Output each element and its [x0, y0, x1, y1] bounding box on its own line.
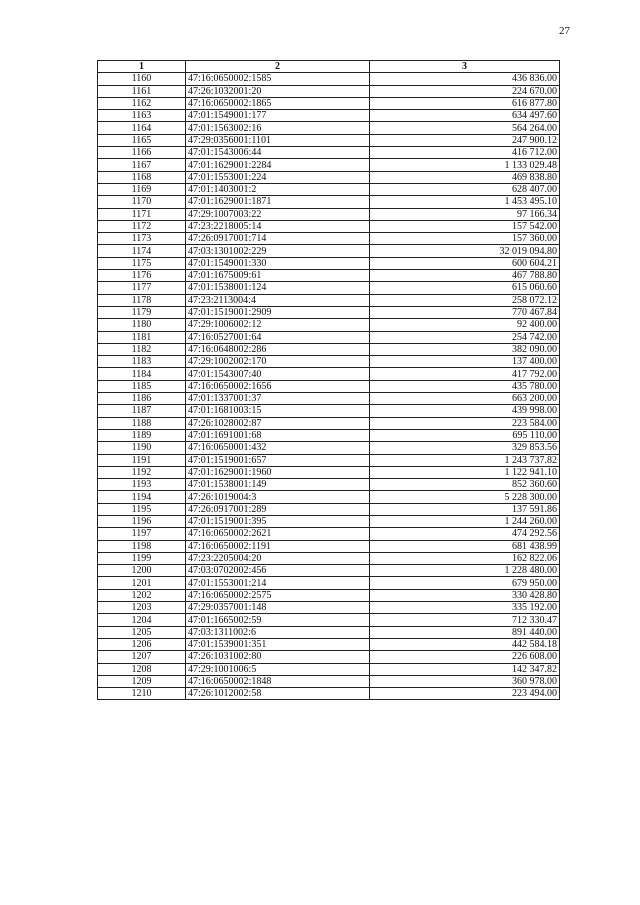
cadastral-number-cell: 47:01:1538001:149 — [186, 479, 370, 491]
row-number-cell: 1210 — [98, 688, 186, 700]
cadastral-number-cell: 47:16:0650002:1865 — [186, 97, 370, 109]
cadastral-number-cell: 47:01:1665002:59 — [186, 614, 370, 626]
table-row — [98, 97, 560, 109]
cadastral-value-cell: 1 122 941.10 — [370, 466, 560, 478]
row-number-cell: 1183 — [98, 356, 186, 368]
row-number-cell: 1174 — [98, 245, 186, 257]
column-header-3: 3 — [370, 61, 560, 73]
cadastral-value-cell: 223 584.00 — [370, 417, 560, 429]
table-row — [98, 183, 560, 195]
cadastral-value-cell: 469 838.80 — [370, 171, 560, 183]
cadastral-number-cell: 47:01:1549001:177 — [186, 110, 370, 122]
cadastral-value-cell: 679 950.00 — [370, 577, 560, 589]
row-number-cell: 1162 — [98, 97, 186, 109]
table-row — [98, 491, 560, 503]
table-row — [98, 282, 560, 294]
row-number-cell: 1201 — [98, 577, 186, 589]
cadastral-number-cell: 47:29:1007003:22 — [186, 208, 370, 220]
table-row — [98, 343, 560, 355]
cadastral-number-cell: 47:26:0917001:289 — [186, 503, 370, 515]
cadastral-number-cell: 47:03:1301002:229 — [186, 245, 370, 257]
cadastral-value-cell: 1 244 260.00 — [370, 515, 560, 527]
table-row — [98, 614, 560, 626]
cadastral-value-cell: 92 400.00 — [370, 319, 560, 331]
cadastral-number-cell: 47:01:1553001:214 — [186, 577, 370, 589]
cadastral-number-cell: 47:16:0648002:286 — [186, 343, 370, 355]
cadastral-number-cell: 47:23:2205004:20 — [186, 552, 370, 564]
table-row — [98, 270, 560, 282]
table-row — [98, 589, 560, 601]
cadastral-number-cell: 47:01:1543006:44 — [186, 147, 370, 159]
row-number-cell: 1195 — [98, 503, 186, 515]
cadastral-value-cell: 137 400.00 — [370, 356, 560, 368]
cadastral-value-cell: 712 330.47 — [370, 614, 560, 626]
cadastral-number-cell: 47:29:1006002:12 — [186, 319, 370, 331]
cadastral-value-cell: 330 428.80 — [370, 589, 560, 601]
cadastral-value-cell: 891 440.00 — [370, 626, 560, 638]
cadastral-number-cell: 47:26:1012002:58 — [186, 688, 370, 700]
table-row — [98, 73, 560, 85]
cadastral-value-cell: 1 228 480.00 — [370, 565, 560, 577]
row-number-cell: 1200 — [98, 565, 186, 577]
row-number-cell: 1164 — [98, 122, 186, 134]
row-number-cell: 1167 — [98, 159, 186, 171]
row-number-cell: 1185 — [98, 380, 186, 392]
row-number-cell: 1179 — [98, 306, 186, 318]
table-row — [98, 331, 560, 343]
row-number-cell: 1196 — [98, 515, 186, 527]
cadastral-number-cell: 47:16:0650002:2575 — [186, 589, 370, 601]
row-number-cell: 1204 — [98, 614, 186, 626]
table-row — [98, 159, 560, 171]
row-number-cell: 1166 — [98, 147, 186, 159]
row-number-cell: 1199 — [98, 552, 186, 564]
row-number-cell: 1187 — [98, 405, 186, 417]
cadastral-value-cell: 329 853.56 — [370, 442, 560, 454]
table-row — [98, 368, 560, 380]
table-row — [98, 147, 560, 159]
row-number-cell: 1192 — [98, 466, 186, 478]
table-row — [98, 405, 560, 417]
row-number-cell: 1193 — [98, 479, 186, 491]
cadastral-number-cell: 47:26:1019004:3 — [186, 491, 370, 503]
cadastral-value-cell: 157 542.00 — [370, 220, 560, 232]
cadastral-number-cell: 47:01:1629001:1960 — [186, 466, 370, 478]
table-row — [98, 220, 560, 232]
cadastral-number-cell: 47:29:1001006:5 — [186, 663, 370, 675]
table-row — [98, 479, 560, 491]
row-number-cell: 1190 — [98, 442, 186, 454]
table-row — [98, 294, 560, 306]
cadastral-number-cell: 47:01:1337001:37 — [186, 393, 370, 405]
cadastral-number-cell: 47:01:1675009:61 — [186, 270, 370, 282]
column-header-2: 2 — [186, 61, 370, 73]
cadastral-number-cell: 47:23:2218005:14 — [186, 220, 370, 232]
cadastral-number-cell: 47:01:1519001:2909 — [186, 306, 370, 318]
cadastral-number-cell: 47:01:1549001:330 — [186, 257, 370, 269]
table-row — [98, 626, 560, 638]
cadastral-number-cell: 47:16:0650002:1585 — [186, 73, 370, 85]
table-row — [98, 540, 560, 552]
table-row — [98, 122, 560, 134]
cadastral-number-cell: 47:16:0650002:1848 — [186, 675, 370, 687]
cadastral-number-cell: 47:16:0650001:432 — [186, 442, 370, 454]
row-number-cell: 1202 — [98, 589, 186, 601]
cadastral-number-cell: 47:26:1028002:87 — [186, 417, 370, 429]
cadastral-number-cell: 47:01:1629001:2284 — [186, 159, 370, 171]
cadastral-value-cell: 254 742.00 — [370, 331, 560, 343]
cadastral-value-table — [97, 60, 560, 700]
cadastral-number-cell: 47:01:1543007:40 — [186, 368, 370, 380]
cadastral-value-cell: 360 978.00 — [370, 675, 560, 687]
cadastral-value-cell: 382 090.00 — [370, 343, 560, 355]
cadastral-value-cell: 442 584.18 — [370, 638, 560, 650]
row-number-cell: 1189 — [98, 429, 186, 441]
table-row — [98, 257, 560, 269]
row-number-cell: 1182 — [98, 343, 186, 355]
row-number-cell: 1177 — [98, 282, 186, 294]
table-row — [98, 356, 560, 368]
cadastral-value-cell: 435 780.00 — [370, 380, 560, 392]
cadastral-value-cell: 564 264.00 — [370, 122, 560, 134]
table-row — [98, 393, 560, 405]
page-number: 27 — [559, 25, 570, 37]
row-number-cell: 1209 — [98, 675, 186, 687]
cadastral-value-cell: 615 060.60 — [370, 282, 560, 294]
cadastral-number-cell: 47:26:1031002:80 — [186, 651, 370, 663]
cadastral-value-cell: 157 360.00 — [370, 233, 560, 245]
cadastral-value-cell: 224 670.00 — [370, 85, 560, 97]
cadastral-value-cell: 416 712.00 — [370, 147, 560, 159]
table-row — [98, 110, 560, 122]
table-row — [98, 134, 560, 146]
row-number-cell: 1178 — [98, 294, 186, 306]
table-row — [98, 552, 560, 564]
table-row — [98, 442, 560, 454]
cadastral-value-cell: 628 407.00 — [370, 183, 560, 195]
cadastral-value-cell: 695 110.00 — [370, 429, 560, 441]
row-number-cell: 1180 — [98, 319, 186, 331]
row-number-cell: 1173 — [98, 233, 186, 245]
cadastral-value-cell: 1 453 495.10 — [370, 196, 560, 208]
cadastral-value-cell: 417 792.00 — [370, 368, 560, 380]
row-number-cell: 1165 — [98, 134, 186, 146]
cadastral-number-cell: 47:01:1553001:224 — [186, 171, 370, 183]
cadastral-number-cell: 47:01:1403001:2 — [186, 183, 370, 195]
table-row — [98, 208, 560, 220]
cadastral-value-cell: 474 292.56 — [370, 528, 560, 540]
table-row — [98, 602, 560, 614]
cadastral-value-cell: 335 192.00 — [370, 602, 560, 614]
table-row — [98, 85, 560, 97]
cadastral-number-cell: 47:01:1519001:657 — [186, 454, 370, 466]
table-row — [98, 515, 560, 527]
table-row — [98, 196, 560, 208]
table-row — [98, 245, 560, 257]
row-number-cell: 1194 — [98, 491, 186, 503]
row-number-cell: 1171 — [98, 208, 186, 220]
table-row — [98, 306, 560, 318]
cadastral-value-cell: 770 467.84 — [370, 306, 560, 318]
cadastral-value-cell: 436 836.00 — [370, 73, 560, 85]
row-number-cell: 1175 — [98, 257, 186, 269]
cadastral-value-cell: 97 166.34 — [370, 208, 560, 220]
cadastral-number-cell: 47:01:1538001:124 — [186, 282, 370, 294]
table-row — [98, 565, 560, 577]
cadastral-number-cell: 47:29:1002002:170 — [186, 356, 370, 368]
table-body — [98, 73, 560, 700]
cadastral-number-cell: 47:03:1311002:6 — [186, 626, 370, 638]
cadastral-number-cell: 47:16:0527001:64 — [186, 331, 370, 343]
table-row — [98, 638, 560, 650]
cadastral-value-cell: 142 347.82 — [370, 663, 560, 675]
cadastral-number-cell: 47:29:0356001:1101 — [186, 134, 370, 146]
row-number-cell: 1191 — [98, 454, 186, 466]
cadastral-value-cell: 32 019 094.80 — [370, 245, 560, 257]
cadastral-value-cell: 247 900.12 — [370, 134, 560, 146]
row-number-cell: 1161 — [98, 85, 186, 97]
table-row — [98, 688, 560, 700]
cadastral-number-cell: 47:26:1032001:20 — [186, 85, 370, 97]
row-number-cell: 1208 — [98, 663, 186, 675]
row-number-cell: 1169 — [98, 183, 186, 195]
row-number-cell: 1172 — [98, 220, 186, 232]
cadastral-number-cell: 47:01:1519001:395 — [186, 515, 370, 527]
cadastral-value-cell: 223 494.00 — [370, 688, 560, 700]
table-row — [98, 319, 560, 331]
cadastral-value-cell: 852 360.60 — [370, 479, 560, 491]
row-number-cell: 1207 — [98, 651, 186, 663]
row-number-cell: 1197 — [98, 528, 186, 540]
cadastral-value-cell: 634 497.60 — [370, 110, 560, 122]
cadastral-value-cell: 663 200.00 — [370, 393, 560, 405]
cadastral-value-cell: 1 243 737.82 — [370, 454, 560, 466]
table-header-row — [98, 61, 560, 73]
row-number-cell: 1203 — [98, 602, 186, 614]
table-row — [98, 429, 560, 441]
cadastral-number-cell: 47:03:0702002:456 — [186, 565, 370, 577]
cadastral-value-cell: 162 822.06 — [370, 552, 560, 564]
cadastral-number-cell: 47:01:1539001:351 — [186, 638, 370, 650]
cadastral-number-cell: 47:29:0357001:148 — [186, 602, 370, 614]
column-header-1: 1 — [98, 61, 186, 73]
row-number-cell: 1160 — [98, 73, 186, 85]
cadastral-number-cell: 47:16:0650002:2621 — [186, 528, 370, 540]
cadastral-number-cell: 47:01:1629001:1871 — [186, 196, 370, 208]
cadastral-value-cell: 258 072.12 — [370, 294, 560, 306]
cadastral-value-cell: 600 604.21 — [370, 257, 560, 269]
cadastral-value-cell: 137 591.86 — [370, 503, 560, 515]
table-row — [98, 454, 560, 466]
cadastral-value-cell: 616 877.80 — [370, 97, 560, 109]
cadastral-number-cell: 47:23:2113004:4 — [186, 294, 370, 306]
row-number-cell: 1176 — [98, 270, 186, 282]
cadastral-value-cell: 1 133 029.48 — [370, 159, 560, 171]
row-number-cell: 1205 — [98, 626, 186, 638]
row-number-cell: 1163 — [98, 110, 186, 122]
table-row — [98, 417, 560, 429]
table-row — [98, 675, 560, 687]
row-number-cell: 1206 — [98, 638, 186, 650]
table-row — [98, 651, 560, 663]
row-number-cell: 1170 — [98, 196, 186, 208]
cadastral-number-cell: 47:01:1681003:15 — [186, 405, 370, 417]
cadastral-value-cell: 5 228 300.00 — [370, 491, 560, 503]
cadastral-value-cell: 681 438.99 — [370, 540, 560, 552]
row-number-cell: 1168 — [98, 171, 186, 183]
cadastral-value-cell: 467 788.80 — [370, 270, 560, 282]
table-row — [98, 233, 560, 245]
cadastral-value-cell: 439 998.00 — [370, 405, 560, 417]
table-row — [98, 466, 560, 478]
cadastral-number-cell: 47:26:0917001:714 — [186, 233, 370, 245]
row-number-cell: 1184 — [98, 368, 186, 380]
table-row — [98, 577, 560, 589]
row-number-cell: 1186 — [98, 393, 186, 405]
row-number-cell: 1181 — [98, 331, 186, 343]
row-number-cell: 1198 — [98, 540, 186, 552]
table-row — [98, 663, 560, 675]
table-row — [98, 380, 560, 392]
table-row — [98, 171, 560, 183]
cadastral-number-cell: 47:01:1691001:68 — [186, 429, 370, 441]
row-number-cell: 1188 — [98, 417, 186, 429]
cadastral-value-cell: 226 608.00 — [370, 651, 560, 663]
table-row — [98, 528, 560, 540]
table-row — [98, 503, 560, 515]
cadastral-number-cell: 47:16:0650002:1191 — [186, 540, 370, 552]
cadastral-number-cell: 47:01:1563002:16 — [186, 122, 370, 134]
cadastral-number-cell: 47:16:0650002:1656 — [186, 380, 370, 392]
